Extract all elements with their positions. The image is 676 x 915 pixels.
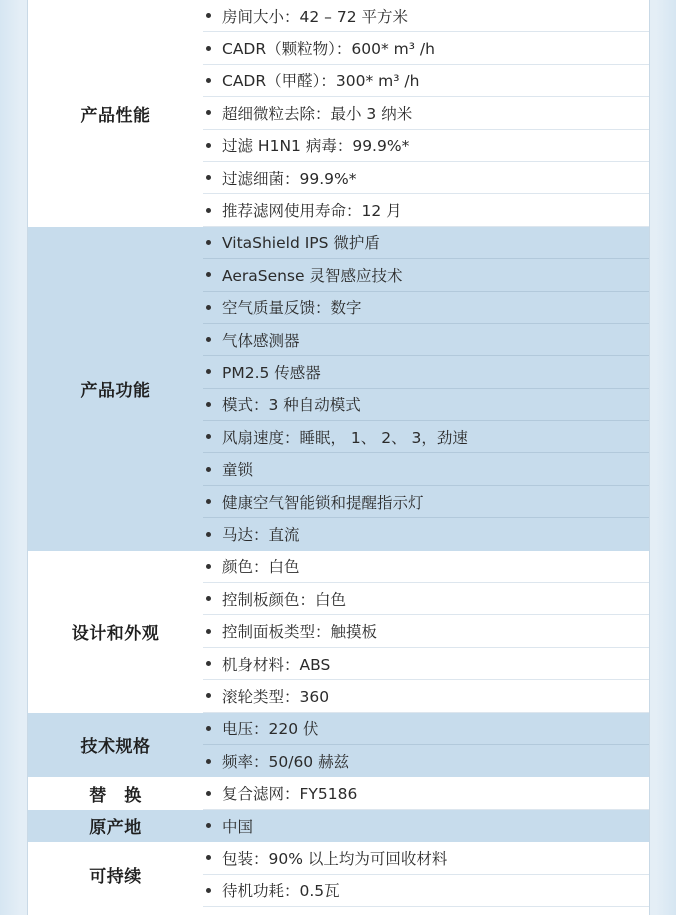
- bullet-icon: [206, 467, 211, 472]
- section-title: 产品功能: [80, 381, 151, 402]
- bullet-icon: [206, 78, 211, 83]
- spec-item: [203, 648, 649, 680]
- section-title: 技术规格: [80, 737, 151, 758]
- bullet-icon: [206, 369, 211, 374]
- bullet-icon: [206, 13, 211, 18]
- spec-item-text: 房间大小：42 – 72 平方米: [222, 7, 408, 26]
- bullet-icon: [206, 888, 211, 893]
- bullet-icon: [206, 791, 211, 796]
- spec-item: [203, 745, 649, 777]
- spec-item-text: PM2.5 传感器: [222, 363, 321, 382]
- spec-item-text: 过滤细菌：99.9%*: [222, 169, 357, 188]
- spec-item: [203, 875, 649, 907]
- spec-item-text: 滚轮类型：360: [222, 687, 330, 706]
- bullet-icon: [206, 823, 211, 828]
- section-title: 设计和外观: [71, 624, 160, 645]
- spec-section: [28, 842, 649, 907]
- spec-item: [203, 130, 649, 162]
- bullet-icon: [206, 434, 211, 439]
- spec-item-text: CADR（甲醛）：300* m³ /h: [222, 72, 420, 91]
- spec-item-list: [203, 777, 649, 809]
- bullet-icon: [206, 110, 211, 115]
- spec-item-text: 频率：50/60 赫兹: [222, 753, 350, 772]
- bullet-icon: [206, 564, 211, 569]
- spec-item-text: 颜色：白色: [222, 558, 300, 577]
- spec-item: [203, 0, 649, 32]
- spec-item-list: [203, 713, 649, 778]
- spec-item: [203, 583, 649, 615]
- bullet-icon: [206, 337, 211, 342]
- bullet-icon: [206, 305, 211, 310]
- bullet-icon: [206, 855, 211, 860]
- bullet-icon: [206, 629, 211, 634]
- bullet-icon: [206, 596, 211, 601]
- spec-item-text: 健康空气智能锁和提醒指示灯: [222, 493, 424, 512]
- spec-item: [203, 615, 649, 647]
- section-title: 原产地: [89, 818, 142, 839]
- spec-item: [203, 324, 649, 356]
- bullet-icon: [206, 175, 211, 180]
- spec-item: [203, 421, 649, 453]
- spec-item-text: 复合滤网：FY5186: [222, 785, 358, 804]
- spec-item: [203, 713, 649, 745]
- bullet-icon: [206, 693, 211, 698]
- spec-section: [28, 551, 649, 713]
- bullet-icon: [206, 240, 211, 245]
- spec-item-list: [203, 551, 649, 713]
- spec-section: [28, 777, 649, 809]
- spec-item-text: 空气质量反馈：数字: [222, 299, 362, 318]
- spec-item: [203, 97, 649, 129]
- bullet-icon: [206, 402, 211, 407]
- spec-item-text: 模式：3 种自动模式: [222, 396, 361, 415]
- spec-item-text: 超细微粒去除：最小 3 纳米: [222, 104, 413, 123]
- section-title: 产品性能: [80, 105, 151, 126]
- spec-item: [203, 810, 649, 842]
- spec-item: [203, 162, 649, 194]
- bullet-icon: [206, 272, 211, 277]
- spec-table: [28, 0, 649, 907]
- spec-section: [28, 810, 649, 842]
- spec-item-text: 过滤 H1N1 病毒：99.9%*: [222, 137, 410, 156]
- spec-item: [203, 453, 649, 485]
- spec-item-text: VitaShield IPS 微护盾: [222, 234, 380, 253]
- spec-item-text: 控制面板类型：触摸板: [222, 623, 378, 642]
- spec-item: [203, 32, 649, 64]
- spec-item-text: 机身材料：ABS: [222, 655, 331, 674]
- bullet-icon: [206, 208, 211, 213]
- spec-item-text: 风扇速度：睡眠， 1、 2、 3，劲速: [222, 428, 468, 447]
- spec-item: [203, 551, 649, 583]
- spec-item: [203, 65, 649, 97]
- spec-item: [203, 259, 649, 291]
- spec-item-text: CADR（颗粒物）：600* m³ /h: [222, 40, 435, 59]
- spec-section: [28, 713, 649, 778]
- bullet-icon: [206, 661, 211, 666]
- spec-item-text: 马达：直流: [222, 526, 300, 545]
- spec-item: [203, 389, 649, 421]
- bullet-icon: [206, 726, 211, 731]
- spec-item: [203, 292, 649, 324]
- spec-item-list: [203, 227, 649, 551]
- spec-item-list: [203, 810, 649, 842]
- spec-item-text: 童锁: [222, 461, 254, 480]
- spec-item-text: 控制板颜色：白色: [222, 590, 347, 609]
- spec-item-list: [203, 0, 649, 227]
- spec-section: [28, 227, 649, 551]
- section-title: 替 换: [89, 786, 142, 807]
- bullet-icon: [206, 143, 211, 148]
- spec-item: [203, 518, 649, 550]
- spec-item-text: 待机功耗：0.5瓦: [222, 882, 340, 901]
- spec-item-text: 包装：90% 以上均为可回收材料: [222, 849, 448, 868]
- bullet-icon: [206, 759, 211, 764]
- bullet-icon: [206, 532, 211, 537]
- spec-item: [203, 227, 649, 259]
- spec-item: [203, 680, 649, 712]
- spec-item: [203, 842, 649, 874]
- bullet-icon: [206, 499, 211, 504]
- spec-item: [203, 194, 649, 226]
- spec-item: [203, 486, 649, 518]
- spec-item-text: 中国: [222, 817, 254, 836]
- section-title: 可持续: [89, 867, 142, 888]
- spec-sheet: [27, 0, 650, 915]
- spec-item: [203, 777, 649, 809]
- spec-section: [28, 0, 649, 227]
- spec-item-text: 气体感测器: [222, 331, 300, 350]
- spec-item-text: AeraSense 灵智感应技术: [222, 266, 403, 285]
- spec-item: [203, 356, 649, 388]
- bullet-icon: [206, 46, 211, 51]
- spec-item-text: 电压：220 伏: [222, 720, 319, 739]
- spec-item-list: [203, 842, 649, 907]
- spec-item-text: 推荐滤网使用寿命：12 月: [222, 202, 402, 221]
